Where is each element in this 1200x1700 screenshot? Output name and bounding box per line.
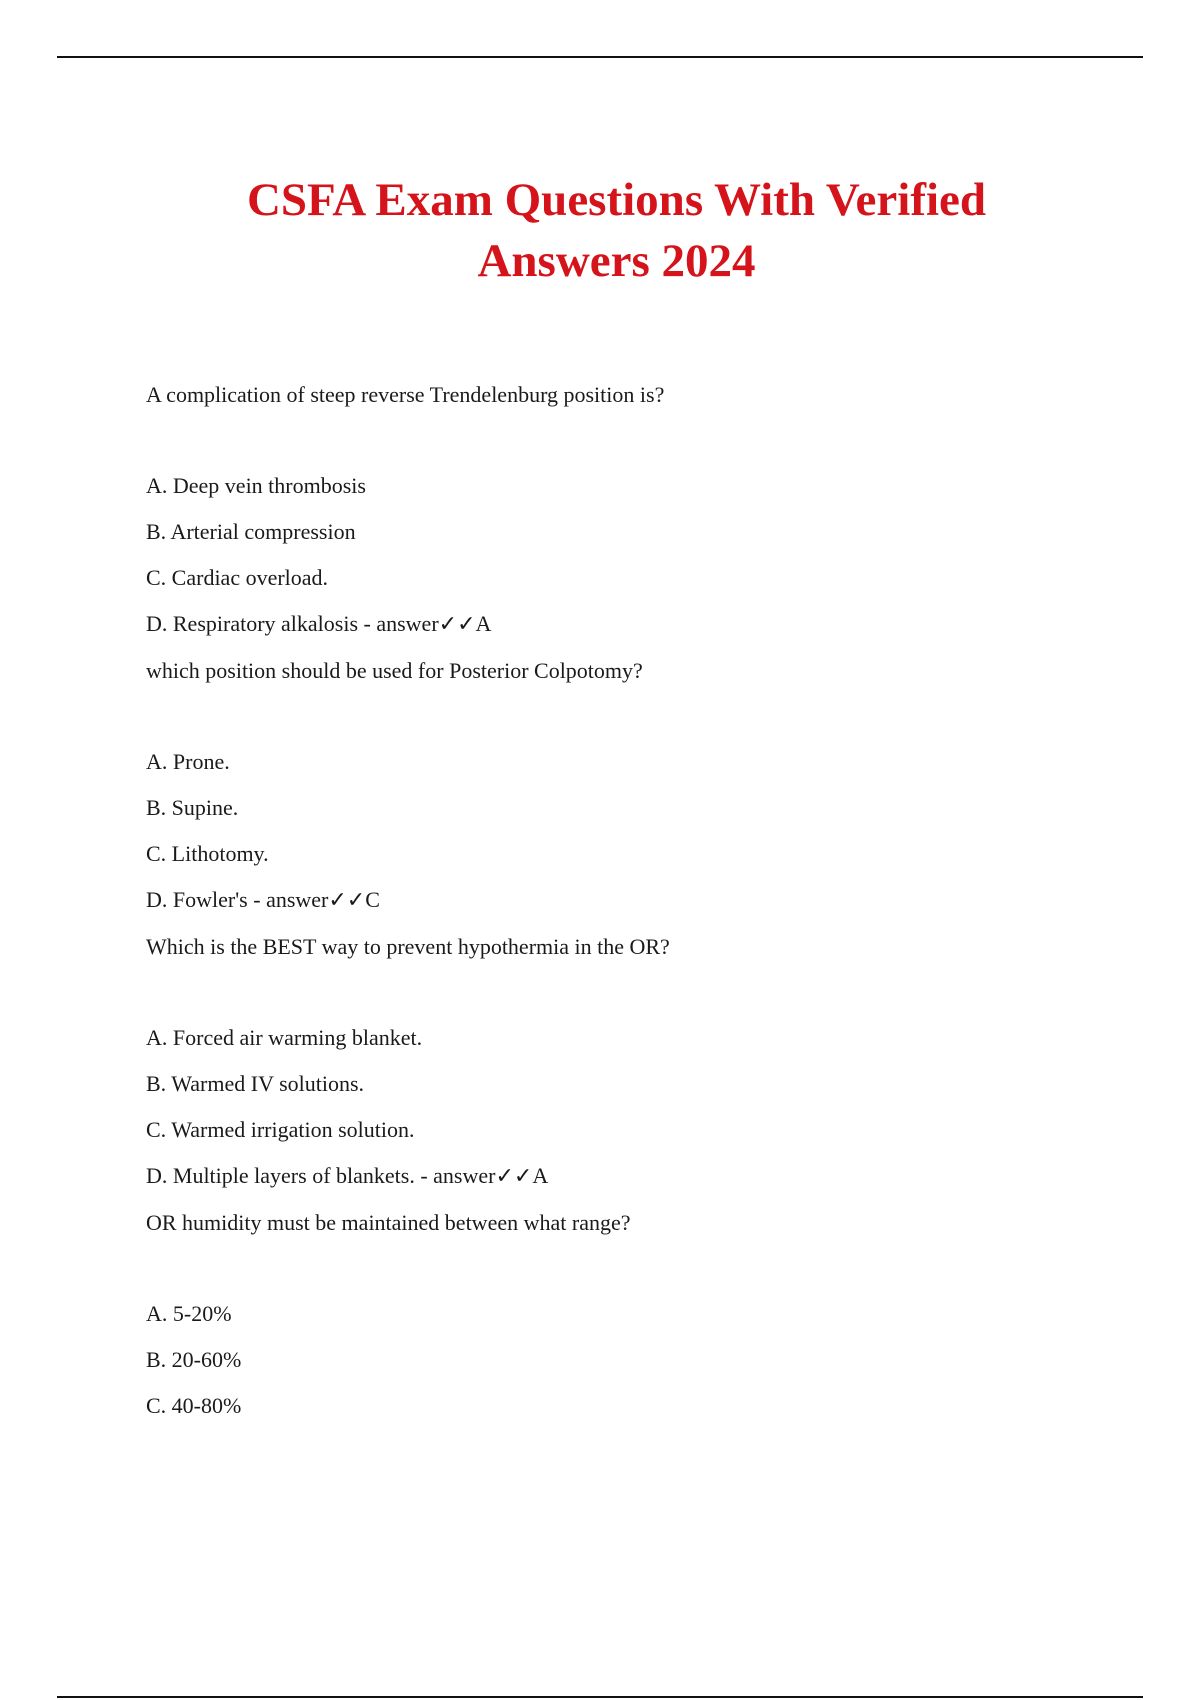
- option-d-with-answer: [146, 1157, 1146, 1196]
- question-2: [146, 652, 1146, 920]
- answer-letter: A: [475, 611, 492, 636]
- document-title: [0, 170, 1200, 292]
- question-3: [146, 928, 1146, 1196]
- double-check-icon: ✓✓: [328, 888, 366, 913]
- option-c: C. 40-80%: [146, 1393, 242, 1418]
- question-list: [146, 376, 1146, 1433]
- title-line-2: Answers 2024: [477, 235, 756, 287]
- title-line-1: CSFA Exam Questions With Verified: [246, 174, 987, 226]
- option-d-with-answer: [146, 881, 1146, 920]
- option-d-with-answer: [146, 605, 1146, 644]
- double-check-icon: ✓✓: [495, 1164, 533, 1189]
- question-1: [146, 376, 1146, 644]
- top-rule: [57, 56, 1143, 58]
- option-a: A. 5-20%: [146, 1301, 232, 1326]
- question-text: A complication of steep reverse Trendelenburg position is?: [146, 382, 665, 407]
- question-text: Which is the BEST way to prevent hypothermia in the OR?: [146, 934, 670, 959]
- answer-letter: C: [365, 887, 380, 912]
- option-a: A. Prone.: [146, 749, 230, 774]
- question-text: OR humidity must be maintained between what range?: [146, 1210, 631, 1235]
- option-d: D. Respiratory alkalosis - answer: [146, 611, 439, 636]
- option-b: B. Warmed IV solutions.: [146, 1071, 365, 1096]
- option-a: A. Deep vein thrombosis: [146, 473, 366, 498]
- option-d: D. Fowler's - answer: [146, 887, 329, 912]
- option-c: C. Cardiac overload.: [146, 565, 329, 590]
- option-c: C. Warmed irrigation solution.: [146, 1117, 415, 1142]
- question-text: which position should be used for Posterior Colpotomy?: [146, 658, 643, 683]
- double-check-icon: ✓✓: [438, 612, 476, 637]
- question-4: [146, 1204, 1146, 1425]
- option-b: B. 20-60%: [146, 1347, 242, 1372]
- answer-letter: A: [532, 1163, 549, 1188]
- option-d: D. Multiple layers of blankets. - answer: [146, 1163, 496, 1188]
- option-c: C. Lithotomy.: [146, 841, 269, 866]
- option-a: A. Forced air warming blanket.: [146, 1025, 423, 1050]
- option-b: B. Arterial compression: [146, 519, 356, 544]
- bottom-rule: [57, 1696, 1143, 1698]
- option-b: B. Supine.: [146, 795, 239, 820]
